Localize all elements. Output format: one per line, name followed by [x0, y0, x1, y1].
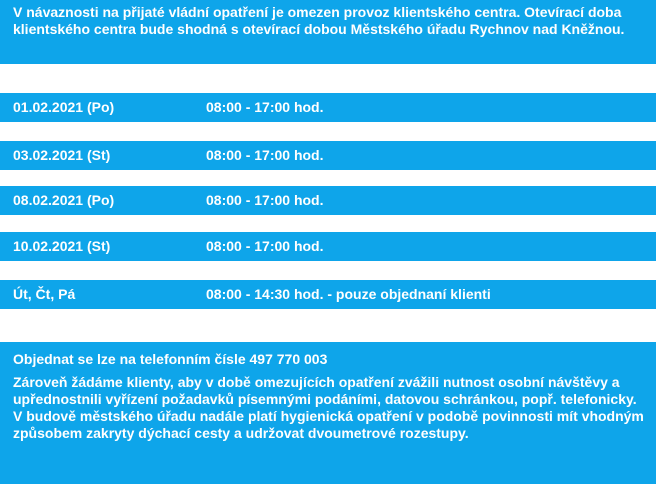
- schedule-day: Út, Čt, Pá: [13, 286, 76, 302]
- schedule-day: 10.02.2021 (St): [13, 238, 111, 254]
- schedule-row: [0, 93, 656, 122]
- schedule-hours: 08:00 - 17:00 hod.: [206, 238, 324, 254]
- footer-panel: [0, 342, 656, 484]
- schedule-row: [0, 186, 656, 215]
- phone-info: Objednat se lze na telefonním čísle 497 770 003: [13, 351, 328, 367]
- intro-panel: [0, 0, 656, 64]
- schedule-row: [0, 232, 656, 261]
- schedule-hours: 08:00 - 17:00 hod.: [206, 99, 324, 115]
- schedule-row: [0, 141, 656, 170]
- schedule-day: 01.02.2021 (Po): [13, 99, 115, 115]
- schedule-day: 08.02.2021 (Po): [13, 192, 115, 208]
- hygiene-text: V budově městského úřadu nadále platí hygienická opatření v podobě povinnosti mít vhodným způsobem zakryty dýchací cesty a udržovat dvoumetrové rozestupy.: [13, 408, 644, 441]
- schedule-hours: 08:00 - 14:30 hod. - pouze objednaní klienti: [206, 286, 491, 302]
- schedule-day: 03.02.2021 (St): [13, 147, 111, 163]
- schedule-hours: 08:00 - 17:00 hod.: [206, 192, 324, 208]
- schedule-row: [0, 280, 656, 309]
- request-text: Zároveň žádáme klienty, aby v době omezujících opatření zvážili nutnost osobní návštěvy a upřednostnili vyřízení požadavků písemnými podáními, datovou schránkou, popř. telefonicky.: [13, 374, 637, 407]
- schedule-hours: 08:00 - 17:00 hod.: [206, 147, 324, 163]
- intro-text: V návaznosti na přijaté vládní opatření je omezen provoz klientského centra. Otevírací doba klientského centra bude shodná s otevírací dobou Městského úřadu Rychnov nad Kněžnou.: [13, 4, 625, 37]
